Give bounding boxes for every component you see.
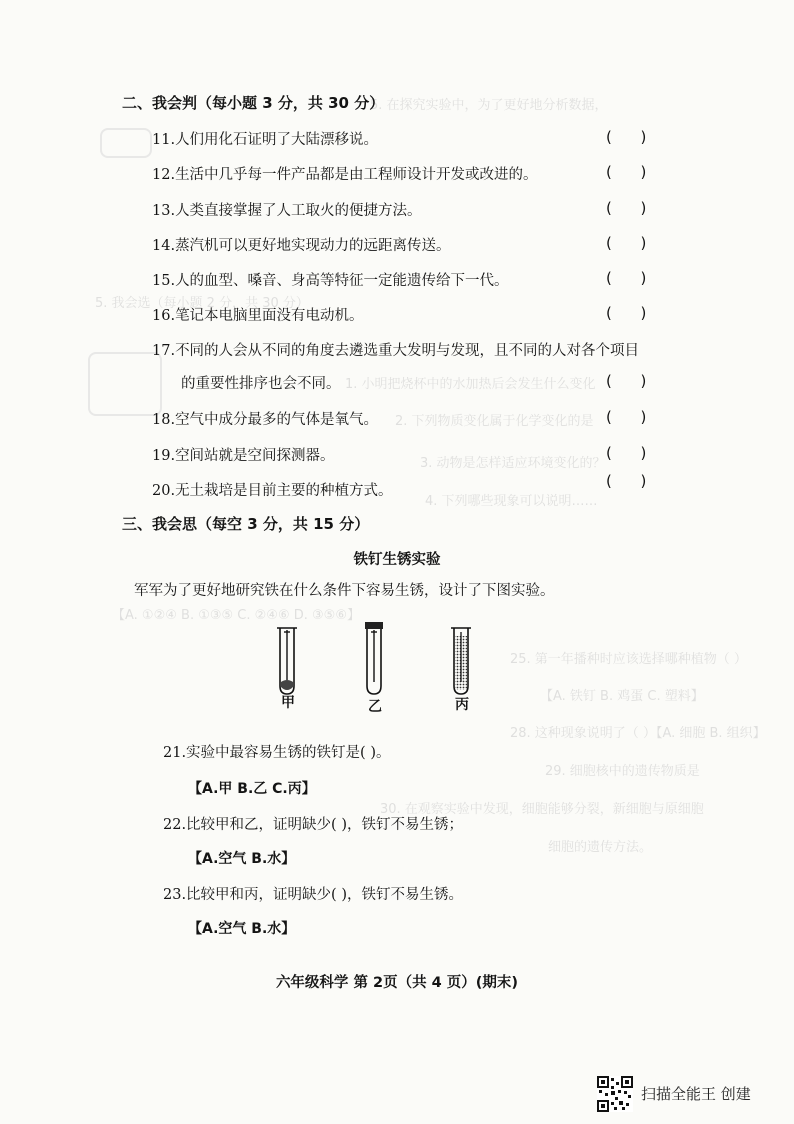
bleed-through-text: 【A. ①②④ B. ①③⑤ C. ②④⑥ D. ③⑤⑥】 bbox=[112, 608, 360, 623]
question-text: 生活中几乎每一件产品都是由工程师设计开发或改进的。 bbox=[175, 167, 538, 183]
question-text: 人类直接掌握了人工取火的便捷方法。 bbox=[175, 203, 422, 219]
answer-blank[interactable]: ( ) bbox=[606, 304, 647, 322]
question-number: 11. bbox=[152, 132, 176, 148]
question-13 bbox=[152, 199, 422, 220]
section-title-judge: 二、我会判（每小题 3 分，共 30 分） bbox=[122, 94, 385, 112]
bleed-through-text: 4. 下列哪些现象可以说明…… bbox=[425, 494, 598, 509]
answer-blank[interactable]: ( ) bbox=[606, 163, 647, 181]
question-text: 蒸汽机可以更好地实现动力的远距离传送。 bbox=[175, 238, 451, 254]
question-number: 19. bbox=[152, 448, 176, 464]
question-text: 笔记本电脑里面没有电动机。 bbox=[175, 308, 364, 324]
question-text: 不同的人会从不同的角度去遴选重大发明与发现，且不同的人对各个项目 bbox=[175, 343, 640, 359]
answer-blank[interactable]: ( ) bbox=[606, 199, 647, 217]
bleed-through-text: 30. 在观察实验中发现，细胞能够分裂，新细胞与原细胞 bbox=[380, 802, 704, 817]
tube-label-bing: 丙 bbox=[455, 697, 469, 713]
bleed-through-text: 25. 第一年播种时应该选择哪种植物（ ） bbox=[510, 652, 747, 667]
tube-label-yi: 乙 bbox=[368, 699, 382, 715]
bleed-through-text: 29. 细胞核中的遗传物质是 bbox=[545, 764, 700, 779]
experiment-title: 铁钉生锈实验 bbox=[353, 551, 441, 568]
bleed-through-smudge bbox=[100, 128, 152, 158]
question-text: 人们用化石证明了大陆漂移说。 bbox=[175, 132, 379, 148]
qr-code-icon bbox=[597, 1076, 633, 1112]
question-16 bbox=[152, 304, 364, 325]
question-11 bbox=[152, 128, 378, 149]
question-17-continued: 的重要性排序也会不同。 bbox=[181, 376, 341, 392]
options-23: 【A.空气 B.水】 bbox=[188, 921, 296, 937]
question-number: 14. bbox=[152, 238, 176, 254]
bleed-through-text: 【A. 铁钉 B. 鸡蛋 C. 塑料】 bbox=[540, 689, 704, 704]
question-number: 18. bbox=[152, 412, 176, 428]
answer-blank[interactable]: ( ) bbox=[606, 472, 647, 490]
bleed-through-text: 3. 动物是怎样适应环境变化的？ bbox=[420, 456, 606, 471]
question-22: 22.比较甲和乙，证明缺少( )，铁钉不易生锈； bbox=[163, 817, 463, 833]
question-text: 人的血型、嗓音、身高等特征一定能遗传给下一代。 bbox=[175, 273, 509, 289]
tube-yi bbox=[365, 622, 383, 694]
question-12 bbox=[152, 163, 538, 184]
answer-blank[interactable]: ( ) bbox=[606, 408, 647, 426]
question-23: 23.比较甲和丙，证明缺少( )，铁钉不易生锈。 bbox=[163, 887, 463, 903]
question-text: 空间站就是空间探测器。 bbox=[175, 448, 335, 464]
tube-label-jia: 甲 bbox=[281, 695, 295, 711]
bleed-through-text: 1. 小明把烧杯中的水加热后会发生什么变化 bbox=[345, 377, 596, 392]
scanner-watermark: 扫描全能王 创建 bbox=[641, 1085, 751, 1103]
question-text: 无土栽培是目前主要的种植方式。 bbox=[175, 483, 393, 499]
page-footer: 六年级科学 第 2页（共 4 页）(期末) bbox=[275, 975, 519, 991]
options-22: 【A.空气 B.水】 bbox=[188, 851, 296, 867]
question-15 bbox=[152, 269, 509, 290]
bleed-through-text: 28. 这种现象说明了（ ）【A. 细胞 B. 组织】 bbox=[510, 726, 766, 741]
question-text: 空气中成分最多的气体是氧气。 bbox=[175, 412, 379, 428]
experiment-intro: 军军为了更好地研究铁在什么条件下容易生锈，设计了下图实验。 bbox=[134, 583, 555, 599]
question-18 bbox=[152, 408, 378, 429]
bleed-through-text: 5. 我会选（每小题 2 分，共 30 分） bbox=[95, 296, 309, 311]
question-21: 21.实验中最容易生锈的铁钉是( )。 bbox=[163, 745, 391, 761]
bleed-through-text: 5. 在探究实验中，为了更好地分析数据， bbox=[370, 98, 608, 113]
question-number: 20. bbox=[152, 483, 176, 499]
question-number: 12. bbox=[152, 167, 176, 183]
question-number: 13. bbox=[152, 203, 176, 219]
section-title-think: 三、我会思（每空 3 分，共 15 分） bbox=[122, 515, 370, 533]
tube-bing bbox=[451, 628, 471, 694]
test-tubes-illustration bbox=[270, 620, 490, 700]
answer-blank[interactable]: ( ) bbox=[606, 269, 647, 287]
question-17 bbox=[152, 339, 639, 360]
question-19 bbox=[152, 444, 335, 465]
question-number: 17. bbox=[152, 343, 176, 359]
options-21: 【A.甲 B.乙 C.丙】 bbox=[188, 781, 316, 797]
answer-blank[interactable]: ( ) bbox=[606, 372, 647, 390]
answer-blank[interactable]: ( ) bbox=[606, 128, 647, 146]
question-14 bbox=[152, 234, 451, 255]
question-number: 15. bbox=[152, 273, 176, 289]
bleed-through-text: 细胞的遗传方法。 bbox=[548, 840, 653, 855]
question-number: 16. bbox=[152, 308, 176, 324]
question-20 bbox=[152, 479, 393, 500]
tube-jia bbox=[277, 628, 297, 694]
bleed-through-text: 2. 下列物质变化属于化学变化的是 bbox=[395, 414, 594, 429]
bleed-through-smudge bbox=[88, 352, 162, 416]
answer-blank[interactable]: ( ) bbox=[606, 234, 647, 252]
answer-blank[interactable]: ( ) bbox=[606, 444, 647, 462]
